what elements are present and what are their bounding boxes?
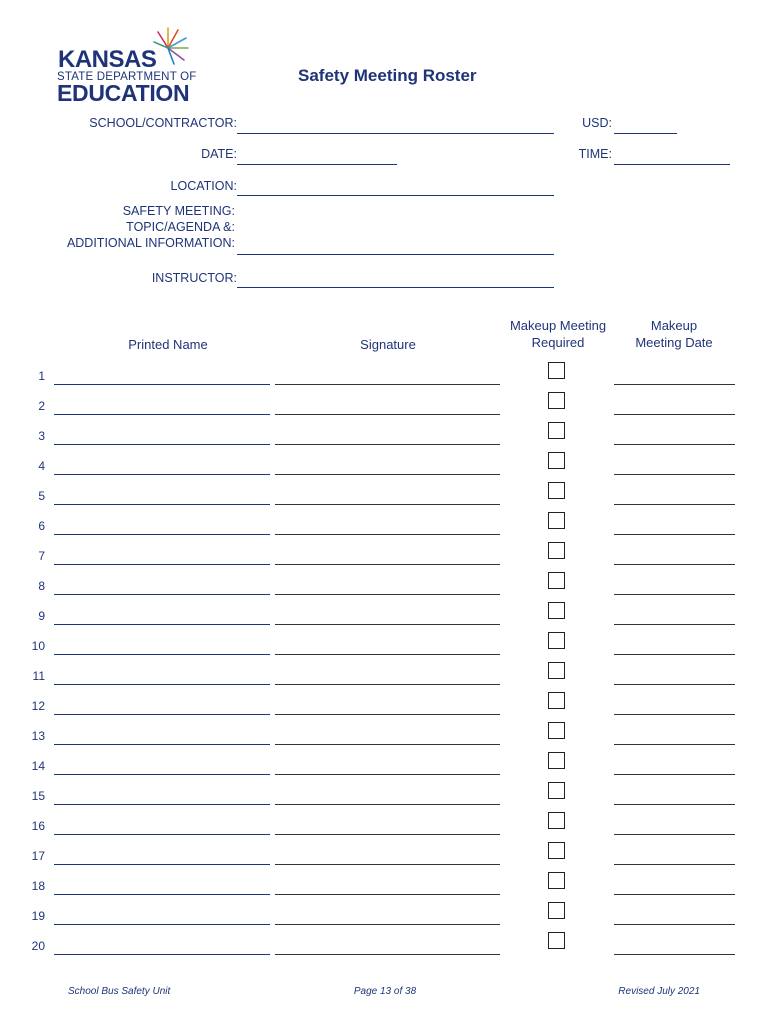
signature-field[interactable] xyxy=(275,924,500,925)
printed-name-field[interactable] xyxy=(54,744,270,745)
column-header-printed-name: Printed Name xyxy=(128,337,208,352)
printed-name-field[interactable] xyxy=(54,954,270,955)
makeup-required-checkbox[interactable] xyxy=(548,782,565,799)
row-number: 9 xyxy=(38,609,45,623)
printed-name-field[interactable] xyxy=(54,684,270,685)
row-number: 13 xyxy=(31,729,45,743)
makeup-required-checkbox[interactable] xyxy=(548,422,565,439)
makeup-date-field[interactable] xyxy=(614,834,735,835)
row-number: 5 xyxy=(38,489,45,503)
makeup-date-field[interactable] xyxy=(614,444,735,445)
topic-label-2: TOPIC/AGENDA &: xyxy=(126,220,235,234)
makeup-required-checkbox[interactable] xyxy=(548,872,565,889)
signature-field[interactable] xyxy=(275,684,500,685)
instructor-field[interactable] xyxy=(237,287,554,288)
signature-field[interactable] xyxy=(275,504,500,505)
row-number: 10 xyxy=(31,639,45,653)
printed-name-field[interactable] xyxy=(54,414,270,415)
signature-field[interactable] xyxy=(275,834,500,835)
makeup-date-field[interactable] xyxy=(614,684,735,685)
signature-field[interactable] xyxy=(275,534,500,535)
makeup-date-field[interactable] xyxy=(614,654,735,655)
column-header-makeup-required-2: Required xyxy=(531,335,585,350)
row-number: 14 xyxy=(31,759,45,773)
makeup-required-checkbox[interactable] xyxy=(548,662,565,679)
location-label: LOCATION: xyxy=(170,179,237,193)
row-number: 11 xyxy=(32,669,45,683)
printed-name-field[interactable] xyxy=(54,774,270,775)
row-number: 12 xyxy=(31,699,45,713)
row-number: 19 xyxy=(31,909,45,923)
topic-label-3: ADDITIONAL INFORMATION: xyxy=(66,236,235,250)
printed-name-field[interactable] xyxy=(54,714,270,715)
page-title: Safety Meeting Roster xyxy=(298,66,477,85)
topic-label-1: SAFETY MEETING: xyxy=(122,204,235,218)
usd-label: USD: xyxy=(582,116,612,130)
starburst-logo-icon xyxy=(150,26,190,66)
signature-field[interactable] xyxy=(275,654,500,655)
makeup-required-checkbox[interactable] xyxy=(548,722,565,739)
printed-name-field[interactable] xyxy=(54,564,270,565)
row-number: 17 xyxy=(31,849,45,863)
printed-name-field[interactable] xyxy=(54,654,270,655)
makeup-required-checkbox[interactable] xyxy=(548,602,565,619)
makeup-required-checkbox[interactable] xyxy=(548,752,565,769)
signature-field[interactable] xyxy=(275,444,500,445)
logo-kansas-text: KANSAS xyxy=(58,46,157,73)
printed-name-field[interactable] xyxy=(54,534,270,535)
makeup-date-field[interactable] xyxy=(614,924,735,925)
makeup-required-checkbox[interactable] xyxy=(548,812,565,829)
location-field[interactable] xyxy=(237,195,554,196)
makeup-required-checkbox[interactable] xyxy=(548,362,565,379)
makeup-date-field[interactable] xyxy=(614,504,735,505)
signature-field[interactable] xyxy=(275,414,500,415)
makeup-required-checkbox[interactable] xyxy=(548,512,565,529)
printed-name-field[interactable] xyxy=(54,594,270,595)
signature-field[interactable] xyxy=(275,744,500,745)
signature-field[interactable] xyxy=(275,474,500,475)
makeup-date-field[interactable] xyxy=(614,714,735,715)
printed-name-field[interactable] xyxy=(54,444,270,445)
column-header-makeup-required-1: Makeup Meeting xyxy=(509,318,607,333)
printed-name-field[interactable] xyxy=(54,864,270,865)
makeup-date-field[interactable] xyxy=(614,894,735,895)
makeup-required-checkbox[interactable] xyxy=(548,632,565,649)
printed-name-field[interactable] xyxy=(54,894,270,895)
footer-revised: Revised July 2021 xyxy=(618,986,700,997)
date-label: DATE: xyxy=(201,147,237,161)
makeup-required-checkbox[interactable] xyxy=(548,452,565,469)
school-label: SCHOOL/CONTRACTOR: xyxy=(89,116,237,130)
row-number: 16 xyxy=(31,819,45,833)
row-number: 1 xyxy=(38,369,45,383)
footer-page-number: Page 13 of 38 xyxy=(353,986,417,997)
column-header-signature: Signature xyxy=(360,337,416,352)
printed-name-field[interactable] xyxy=(54,834,270,835)
makeup-required-checkbox[interactable] xyxy=(548,542,565,559)
printed-name-field[interactable] xyxy=(54,924,270,925)
signature-field[interactable] xyxy=(275,864,500,865)
printed-name-field[interactable] xyxy=(54,624,270,625)
time-label: TIME: xyxy=(578,147,612,161)
instructor-label: INSTRUCTOR: xyxy=(151,271,237,285)
makeup-date-field[interactable] xyxy=(614,744,735,745)
row-number: 7 xyxy=(38,549,45,563)
makeup-required-checkbox[interactable] xyxy=(548,392,565,409)
signature-field[interactable] xyxy=(275,624,500,625)
row-number: 15 xyxy=(31,789,45,803)
makeup-date-field[interactable] xyxy=(614,864,735,865)
signature-field[interactable] xyxy=(275,384,500,385)
makeup-required-checkbox[interactable] xyxy=(548,902,565,919)
signature-field[interactable] xyxy=(275,804,500,805)
makeup-required-checkbox[interactable] xyxy=(548,932,565,949)
row-number: 20 xyxy=(31,939,45,953)
printed-name-field[interactable] xyxy=(54,504,270,505)
signature-field[interactable] xyxy=(275,564,500,565)
makeup-required-checkbox[interactable] xyxy=(548,692,565,709)
makeup-required-checkbox[interactable] xyxy=(548,842,565,859)
printed-name-field[interactable] xyxy=(54,804,270,805)
makeup-required-checkbox[interactable] xyxy=(548,572,565,589)
makeup-date-field[interactable] xyxy=(614,414,735,415)
makeup-date-field[interactable] xyxy=(614,954,735,955)
printed-name-field[interactable] xyxy=(54,474,270,475)
topic-field[interactable] xyxy=(237,254,554,255)
makeup-date-field[interactable] xyxy=(614,474,735,475)
column-header-makeup-date-2: Meeting Date xyxy=(635,335,713,350)
usd-field[interactable] xyxy=(614,133,677,134)
logo-state-dept-text: STATE DEPARTMENT OF xyxy=(57,71,197,83)
column-header-makeup-date-1: Makeup xyxy=(650,318,698,333)
footer-unit: School Bus Safety Unit xyxy=(68,986,171,997)
row-number: 8 xyxy=(38,579,45,593)
makeup-date-field[interactable] xyxy=(614,774,735,775)
row-number: 2 xyxy=(38,399,45,413)
makeup-date-field[interactable] xyxy=(614,594,735,595)
makeup-date-field[interactable] xyxy=(614,564,735,565)
makeup-date-field[interactable] xyxy=(614,804,735,805)
row-number: 3 xyxy=(38,429,45,443)
row-number: 18 xyxy=(31,879,45,893)
makeup-date-field[interactable] xyxy=(614,384,735,385)
time-field[interactable] xyxy=(614,164,730,165)
makeup-date-field[interactable] xyxy=(614,624,735,625)
makeup-date-field[interactable] xyxy=(614,534,735,535)
printed-name-field[interactable] xyxy=(54,384,270,385)
school-field[interactable] xyxy=(237,133,554,134)
logo-education-text: EDUCATION xyxy=(57,80,190,106)
signature-field[interactable] xyxy=(275,954,500,955)
date-field[interactable] xyxy=(237,164,397,165)
row-number: 6 xyxy=(38,519,45,533)
makeup-required-checkbox[interactable] xyxy=(548,482,565,499)
signature-field[interactable] xyxy=(275,774,500,775)
signature-field[interactable] xyxy=(275,594,500,595)
row-number: 4 xyxy=(38,459,45,473)
signature-field[interactable] xyxy=(275,714,500,715)
signature-field[interactable] xyxy=(275,894,500,895)
